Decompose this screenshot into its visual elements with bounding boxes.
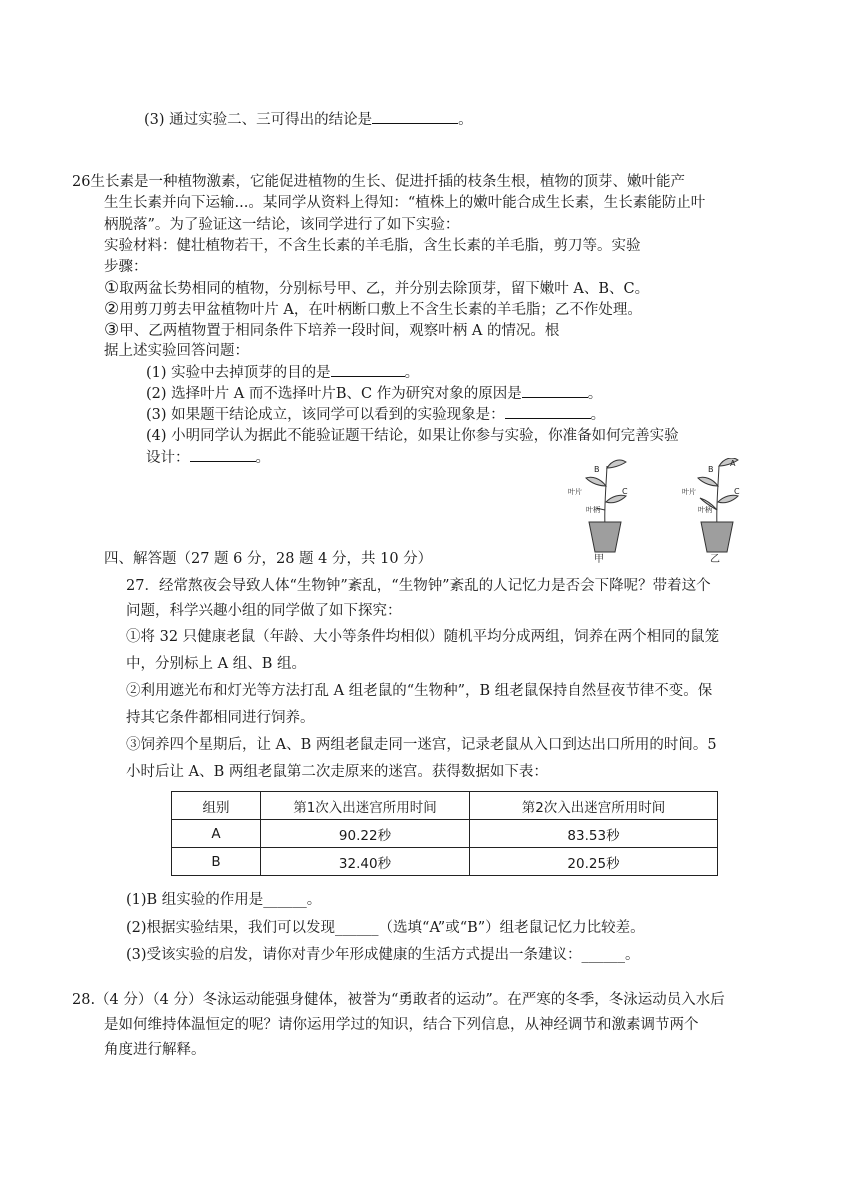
q27-line-8: 小时后让 A、B 两组老鼠第二次走原来的迷宫。获得数据如下表：	[126, 764, 548, 780]
q27-question-2: (2)根据实验结果，我们可以发现______（选填“A”或“B”）组老鼠记忆力比较差。	[126, 920, 645, 936]
q27-question-3: (3)受该实验的启发，请你对青少年形成健康的生活方式提出一条建议：______。	[126, 947, 640, 963]
answer-blank[interactable]	[372, 109, 458, 124]
q26-question-3: (3) 如果题干结论成立，该同学可以看到的实验现象是： 。	[146, 404, 605, 425]
answer-blank[interactable]	[505, 404, 591, 419]
plant-diagram	[560, 458, 760, 568]
answer-blank[interactable]	[522, 383, 588, 398]
label-b-right: B	[708, 465, 714, 474]
label-leaf-left: 叶片	[568, 488, 582, 496]
table-cell: 20.25秒	[470, 848, 718, 876]
label-c-left: C	[622, 487, 628, 496]
label-a-right: A	[730, 459, 736, 468]
label-pot-jia: 甲	[594, 554, 604, 565]
q28-line-2: 是如何维持体温恒定的呢？请你运用学过的知识，结合下列信息，从神经调节和激素调节两个	[104, 1017, 699, 1033]
q27-line-6: 持其它条件都相同进行饲养。	[126, 710, 315, 726]
q27-line-4: 中，分别标上 A 组、B 组。	[126, 656, 306, 672]
label-c-right: C	[734, 487, 740, 496]
q26-step-3: ③甲、乙两植物置于相同条件下培养一段时间，观察叶柄 A 的情况。根	[104, 320, 560, 340]
table-header: 第1次入出迷宫所用时间	[261, 792, 470, 820]
q26-steps-label: 步骤：	[104, 259, 148, 275]
q25-sub3-text: (3) 通过实验二、三可得出的结论是	[144, 112, 373, 128]
q26-after-steps: 据上述实验回答问题：	[104, 343, 249, 359]
q26-intro-line-3: 柄脱落”。为了验证这一结论，该同学进行了如下实验：	[104, 217, 460, 233]
plant-yi	[698, 458, 738, 552]
label-pot-yi: 乙	[710, 554, 720, 565]
q26-materials: 实验材料：健壮植物若干，不含生长素的羊毛脂，含生长素的羊毛脂，剪刀等。实验	[104, 238, 641, 254]
q26-question-4: (4) 小明同学认为据此不能验证题干结论，如果让你参与实验，你准备如何完善实验	[146, 428, 679, 444]
table-cell: 90.22秒	[261, 820, 470, 848]
answer-blank[interactable]	[190, 447, 256, 462]
table-header-row	[172, 792, 718, 820]
q27-line-5: ②利用遮光布和灯光等方法打乱 A 组老鼠的“生物种”，B 组老鼠保持自然昼夜节律不变。保	[126, 683, 713, 699]
q27-question-1: (1)B 组实验的作用是______。	[126, 892, 322, 908]
q26-intro-line-1: 26生长素是一种植物激素，它能促进植物的生长、促进扦插的枝条生根，植物的顶芽、嫩叶能产	[72, 174, 685, 190]
table-cell: 32.40秒	[261, 848, 470, 876]
table-header: 组别	[172, 792, 261, 820]
answer-blank[interactable]	[331, 362, 405, 377]
label-leaf-right: 叶片	[682, 488, 696, 496]
label-petiole-left: 叶柄	[586, 506, 600, 514]
table-row	[172, 848, 718, 876]
maze-time-table	[171, 791, 718, 876]
q25-sub3: (3) 通过实验二、三可得出的结论是 。	[144, 109, 473, 130]
plant-figures	[560, 458, 760, 568]
q27-line-1: 27．经常熬夜会导致人体“生物钟”紊乱，“生物钟”紊乱的人记忆力是否会下降呢？带着这个	[126, 578, 711, 594]
q26-question-1: (1) 实验中去掉顶芽的目的是 。	[146, 362, 419, 383]
q26-step-2: ②用剪刀剪去甲盆植物叶片 A，在叶柄断口敷上不含生长素的羊毛脂；乙不作处理。	[104, 299, 642, 319]
table-cell: 83.53秒	[470, 820, 718, 848]
table-cell: A	[172, 820, 261, 848]
label-b-left: B	[594, 465, 600, 474]
q27-line-2: 问题，科学兴趣小组的同学做了如下探究：	[126, 603, 402, 619]
q26-question-2: (2) 选择叶片 A 而不选择叶片B、C 作为研究对象的原因是 。	[146, 383, 602, 404]
label-petiole-right: 叶柄	[698, 506, 712, 514]
table-header: 第2次入出迷宫所用时间	[470, 792, 718, 820]
q28-line-1: 28.（4 分）（4 分）冬泳运动能强身健体，被誉为“勇敢者的运动”。在严寒的冬季，冬泳运动员入水后	[72, 992, 725, 1008]
table-cell: B	[172, 848, 261, 876]
q26-question-4-cont: 设计： 。	[146, 447, 270, 468]
q27-line-3: ①将 32 只健康老鼠（年龄、大小等条件均相似）随机平均分成两组，饲养在两个相同的鼠笼	[126, 629, 720, 645]
section-4-title: 四、解答题（27 题 6 分，28 题 4 分，共 10 分）	[104, 551, 433, 567]
q26-step-1: ①取两盆长势相同的植物，分别标号甲、乙，并分别去除顶芽，留下嫩叶 A、B、C。	[104, 278, 650, 298]
q27-line-7: ③饲养四个星期后，让 A、B 两组老鼠走同一迷宫，记录老鼠从入口到达出口所用的时间。5	[126, 737, 717, 753]
q26-intro-line-2: 生生长素并向下运输...。某同学从资料上得知：“植株上的嫩叶能合成生长素，生长素能防止叶	[104, 195, 706, 211]
q28-line-3: 角度进行解释。	[104, 1042, 206, 1058]
table-row	[172, 820, 718, 848]
